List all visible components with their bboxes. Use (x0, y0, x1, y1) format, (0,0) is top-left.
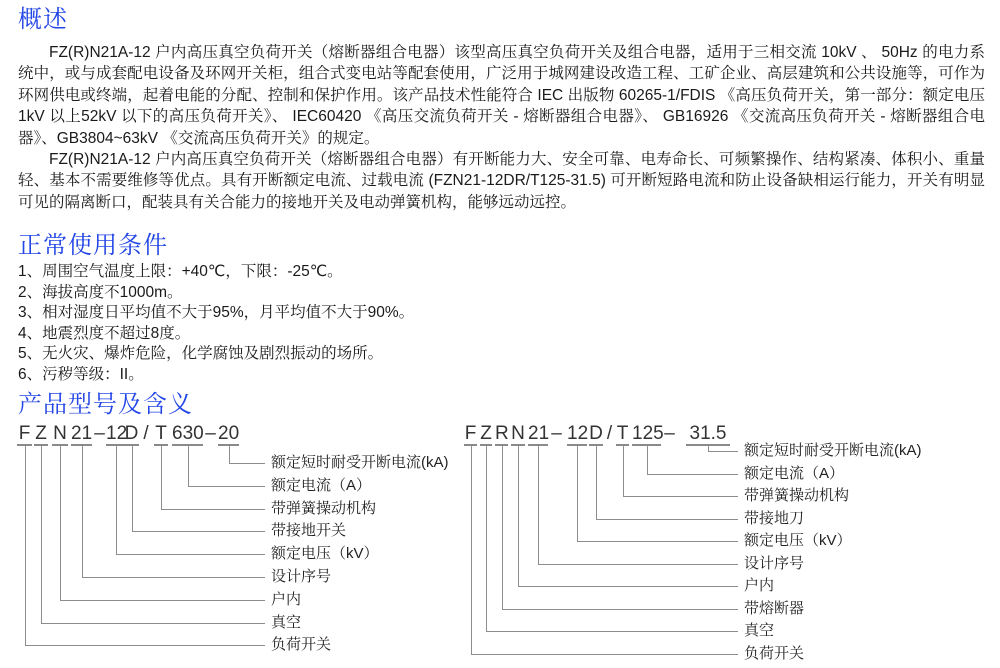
condition-item: 2、海拔高度不1000m。 (18, 283, 183, 301)
connector-line (518, 586, 738, 587)
connector-line (25, 645, 265, 646)
model-meaning-label: 带弹簧操动机构 (744, 487, 850, 504)
model-meaning-label: 额定电流（A） (271, 477, 372, 494)
connector-line (471, 446, 472, 654)
connector-line (538, 446, 539, 564)
model-meaning-label: 带接地刀 (744, 510, 805, 527)
model-meaning-label: 带弹簧操动机构 (271, 500, 377, 517)
model-meaning-label: 额定电流（A） (744, 465, 845, 482)
model-meaning-label: 设计序号 (744, 555, 805, 572)
connector-line (538, 564, 738, 565)
model-segment: – (205, 423, 216, 444)
model-segment: 125 (632, 423, 664, 444)
model-segment: 12 (106, 423, 128, 444)
connector-line (577, 446, 578, 541)
model-segment: D (589, 423, 603, 444)
model-meaning-label: 额定电压（kV） (744, 532, 852, 549)
condition-item: 3、相对湿度日平均值不大于95%，月平均值不大于90%。 (18, 304, 415, 321)
model-meaning-label: 设计序号 (271, 568, 332, 585)
connector-line (471, 654, 738, 655)
model-meaning-label: 真空 (271, 614, 302, 631)
model-segment: D (124, 423, 139, 444)
connector-line (161, 446, 162, 509)
connector-line (502, 446, 503, 609)
condition-item: 1、周围空气温度上限：+40℃，下限：-25℃。 (18, 263, 343, 280)
model-segment: Z (480, 423, 492, 444)
model-segment: N (511, 423, 525, 444)
overview-paragraph: FZ(R)N21A-12 户内高压真空负荷开关（熔断器组合电器）该型高压真空负荷开关及组合电器，适用于三相交流 10kV 、 50Hz 的电力系统中，或与成套配电设备及环网开关柜，组合式变电站等配套使用，广泛用于城网建设改造工程、工矿企业、高层建筑和公共设施等，可作为环网供电或终端，起着电能的分配、控制和保护作用。该产品技术性能符合 IEC 出版物 60265-1/FDIS 《高压负荷开关，第一部分：额定电压 1kV 以上52kV 以下的高压负荷开关》、 IEC60420 《高压交流负荷开关 - 熔断器组合电器》、 GB16926 《交流高压负荷开关 - 熔断器组合电器》、GB3804~63kV 《交流高压负荷开关》的规定。 (18, 44, 985, 147)
model-meaning-label: 额定电压（kV） (271, 545, 379, 562)
connector-line (25, 446, 26, 645)
model-segment: F (464, 423, 477, 444)
connector-line (486, 446, 487, 631)
connector-line (596, 446, 597, 519)
connector-line (708, 451, 738, 452)
model-segment: F (18, 423, 31, 444)
model-meaning-label: 负荷开关 (271, 636, 332, 653)
model-segment: T (616, 423, 629, 444)
condition-item: 5、无火灾、爆炸危险，化学腐蚀及剧烈振动的场所。 (18, 345, 384, 362)
connector-line (623, 446, 624, 496)
model-segment: – (94, 423, 105, 444)
model-meaning-label: 额定短时耐受开断电流(kA) (744, 442, 922, 459)
connector-line (518, 446, 519, 586)
overview-paragraph: FZ(R)N21A-12 户内高压真空负荷开关（熔断器组合电器）有开断能力大、安全可靠、电寿命长、可频繁操作、结构紧凑、体积小、重量轻、基本不需要维修等优点。具有开断额定电流、过载电流 (FZN21-12DR/T125-31.5) 可开断短路电流和防止设备缺相运行能力，开关有明显可见的隔离断口，配装具有关合能力的接地开关及电动弹簧机构，能够远动远控。 (18, 151, 985, 211)
model-segment: – (664, 423, 675, 444)
connector-line (116, 446, 117, 554)
connector-line (41, 446, 42, 623)
connector-line (82, 446, 83, 577)
model-meaning-label: 负荷开关 (744, 645, 805, 662)
connector-line (229, 446, 230, 463)
model-meaning-label: 户内 (271, 591, 302, 608)
condition-item: 6、污秽等级：II。 (18, 365, 144, 383)
model-segment: – (551, 423, 562, 444)
connector-line (647, 446, 648, 474)
connector-line (188, 446, 189, 486)
connector-line (188, 486, 265, 487)
connector-line (60, 446, 61, 600)
model-segment: / (606, 423, 613, 444)
connector-line (596, 519, 738, 520)
connector-line (486, 631, 738, 632)
model-meaning-label: 户内 (744, 577, 775, 594)
model-meaning-label: 带接地开关 (271, 522, 347, 539)
connector-line (623, 496, 738, 497)
model-segment: Z (35, 423, 47, 444)
connector-line (647, 474, 738, 475)
model-segment: N (53, 423, 67, 444)
section-heading-overview: 概述 (18, 6, 68, 33)
model-segment: 21 (71, 423, 93, 444)
connector-line (502, 609, 738, 610)
conditions-list (18, 262, 985, 385)
connector-line (161, 509, 265, 510)
model-segment: 31.5 (686, 424, 730, 446)
model-segment: T (155, 423, 167, 444)
model-segment: / (143, 423, 149, 444)
model-meaning-label: 额定短时耐受开断电流(kA) (271, 454, 449, 471)
model-meaning-label: 真空 (744, 622, 775, 639)
connector-line (41, 623, 265, 624)
section-heading-conditions: 正常使用条件 (18, 232, 168, 259)
connector-line (82, 577, 265, 578)
model-segment: 20 (218, 423, 240, 444)
section-heading-models: 产品型号及含义 (18, 391, 193, 418)
overview-paragraphs (18, 42, 985, 214)
connector-line (229, 463, 265, 464)
model-segment: R (495, 423, 509, 444)
model-segment: 630 (172, 423, 204, 444)
connector-line (708, 446, 709, 451)
model-meaning-label: 带熔断器 (744, 600, 805, 617)
condition-item: 4、地震烈度不超过8度。 (18, 324, 191, 342)
connector-line (132, 531, 265, 532)
connector-line (132, 446, 133, 531)
connector-line (60, 600, 265, 601)
model-segment: 21 (528, 423, 550, 444)
connector-line (116, 554, 265, 555)
model-segment: 12 (567, 423, 589, 444)
connector-line (577, 541, 738, 542)
